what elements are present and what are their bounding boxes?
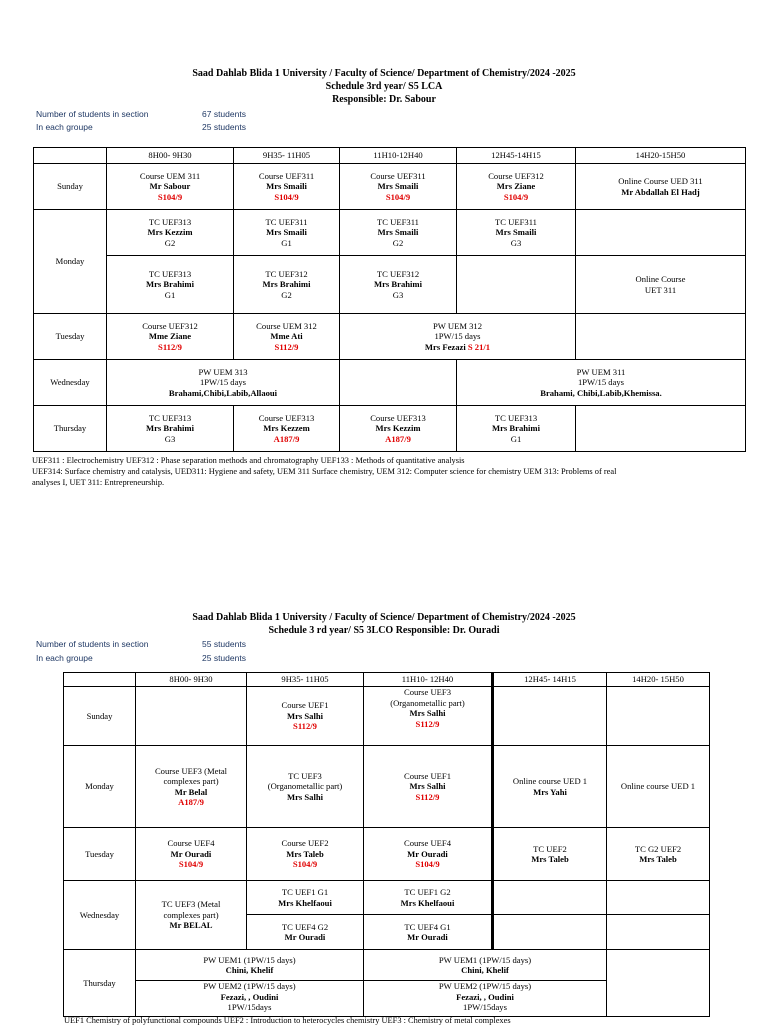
s1-thu-slot-5: [576, 406, 746, 452]
s1-day-thursday: Thursday: [34, 406, 107, 452]
s1-count-label: Number of students in section: [36, 109, 149, 119]
s1-tue-slot-pw: PW UEM 312 1PW/15 days Mrs Fezazi S 21/1: [340, 314, 576, 360]
s1-wed-slot-3: [340, 360, 457, 406]
s2-row-tuesday: [64, 828, 710, 881]
s2-title-university: Saad Dahlab Blida 1 University / Faculty of Science/ Department of Chemistry/2024 -2025: [192, 612, 576, 623]
s2-time-4: 12H45- 14H15: [493, 673, 607, 687]
s2-wed1-slot-2: TC UEF1 G1 Mrs Khelfaoui: [247, 881, 364, 915]
s2-tue-slot-4: TC UEF2 Mrs Taleb: [493, 828, 607, 881]
s1-sun-slot-5: Online Course UED 311 Mr Abdallah El Hadj: [576, 164, 746, 210]
s2-wed2-slot-3: TC UEF4 G1 Mr Ouradi: [364, 915, 493, 950]
s1-corner-cell: [34, 148, 107, 164]
s1-sun-slot-1: Course UEM 311 Mr Sabour S104/9: [107, 164, 234, 210]
s2-sun-slot-5: [607, 687, 710, 746]
s1-title-university: Saad Dahlab Blida 1 University / Faculty of Science/ Department of Chemistry/2024 -2025: [192, 68, 576, 79]
s1-title-schedule: Schedule 3rd year/ S5 LCA: [325, 81, 443, 92]
s1-tue-slot-2: Course UEM 312 Mme Ati S112/9: [234, 314, 340, 360]
s1-wed-slot-pw2: PW UEM 311 1PW/15 days Brahami, Chibi,Labib,Khemissa.: [457, 360, 746, 406]
s2-group-label: In each groupe: [36, 653, 93, 663]
s2-row-monday: [64, 746, 710, 828]
s1-mon1-slot-5: [576, 210, 746, 256]
s2-mon-slot-3: Course UEF1 Mrs Salhi S112/9: [364, 746, 493, 828]
s1-header-row: [34, 148, 746, 164]
s2-mon-slot-5: Online course UED 1: [607, 746, 710, 828]
s1-time-3: 11H10-12H40: [340, 148, 457, 164]
s1-row-sunday: [34, 164, 746, 210]
s1-student-info: [0, 108, 768, 136]
s2-mon-slot-2: TC UEF3 (Organometallic part) Mrs Salhi: [247, 746, 364, 828]
s1-row-monday-2: [34, 256, 746, 314]
s2-wed2-slot-5: [607, 915, 710, 950]
s2-day-sunday: Sunday: [64, 687, 136, 746]
s2-day-monday: Monday: [64, 746, 136, 828]
s1-note-1: UEF311 : Electrochemistry UEF312 : Phase separation methods and chromatography UEF133 : Methods of quantitative analysis: [32, 456, 465, 465]
s2-title-schedule: Schedule 3 rd year/ S5 3LCO Responsible: Dr. Ouradi: [268, 625, 500, 636]
s1-mon1-slot-2: TC UEF311 Mrs Smaili G1: [234, 210, 340, 256]
s2-row-sunday: [64, 687, 710, 746]
s1-day-sunday: Sunday: [34, 164, 107, 210]
s1-mon2-slot-5: Online Course UET 311: [576, 256, 746, 314]
s2-sun-slot-1: [136, 687, 247, 746]
s2-header-row: [64, 673, 710, 687]
s2-tue-slot-5: TC G2 UEF2 Mrs Taleb: [607, 828, 710, 881]
s2-wed-slot-1: TC UEF3 (Metal complexes part) Mr BELAL: [136, 881, 247, 950]
s1-row-thursday: [34, 406, 746, 452]
s2-tue-slot-3: Course UEF4 Mr Ouradi S104/9: [364, 828, 493, 881]
s1-sun-slot-2: Course UEF311 Mrs Smaili S104/9: [234, 164, 340, 210]
s2-corner-cell: [64, 673, 136, 687]
s2-tue-slot-1: Course UEF4 Mr Ouradi S104/9: [136, 828, 247, 881]
s1-day-tuesday: Tuesday: [34, 314, 107, 360]
s1-mon1-slot-3: TC UEF311 Mrs Smaili G2: [340, 210, 457, 256]
s1-time-2: 9H35- 11H05: [234, 148, 340, 164]
s1-group-label: In each groupe: [36, 122, 93, 132]
s1-day-wednesday: Wednesday: [34, 360, 107, 406]
s2-wed2-slot-4: [493, 915, 607, 950]
s1-notes: [32, 455, 752, 488]
s2-tue-slot-2: Course UEF2 Mrs Taleb S104/9: [247, 828, 364, 881]
s2-sun-slot-3: Course UEF3 (Organometallic part) Mrs Salhi S112/9: [364, 687, 493, 746]
s2-time-2: 9H35- 11H05: [247, 673, 364, 687]
s1-mon1-slot-4: TC UEF311 Mrs Smaili G3: [457, 210, 576, 256]
s1-row-monday-1: [34, 210, 746, 256]
s2-wed1-slot-5: [607, 881, 710, 915]
s1-row-tuesday: [34, 314, 746, 360]
s2-sun-slot-4: [493, 687, 607, 746]
s2-count-label: Number of students in section: [36, 639, 149, 649]
s1-wed-slot-pw1: PW UEM 313 1PW/15 days Brahami,Chibi,Labib,Allaoui: [107, 360, 340, 406]
s1-thu-slot-1: TC UEF313 Mrs Brahimi G3: [107, 406, 234, 452]
s1-time-1: 8H00- 9H30: [107, 148, 234, 164]
s1-thu-slot-3: Course UEF313 Mrs Kezzim A187/9: [340, 406, 457, 452]
s2-thu2-pw-b: PW UEM2 (1PW/15 days) Fezazi, , Oudini 1PW/15days: [364, 981, 607, 1017]
s1-sun-slot-3: Course UEF311 Mrs Smaili S104/9: [340, 164, 457, 210]
s2-sun-slot-2: Course UEF1 Mrs Salhi S112/9: [247, 687, 364, 746]
s2-row-thursday-1: [64, 950, 710, 981]
s2-group-value: 25 students: [202, 653, 246, 663]
s2-time-5: 14H20- 15H50: [607, 673, 710, 687]
s1-thu-slot-4: TC UEF313 Mrs Brahimi G1: [457, 406, 576, 452]
s1-thu-slot-2: Course UEF313 Mrs Kezzem A187/9: [234, 406, 340, 452]
s2-wed1-slot-3: TC UEF1 G2 Mrs Khelfaoui: [364, 881, 493, 915]
s2-mon-slot-1: Course UEF3 (Metal complexes part) Mr Belal A187/9: [136, 746, 247, 828]
s1-count-value: 67 students: [202, 109, 246, 119]
s1-title-responsible: Responsible: Dr. Sabour: [332, 94, 436, 105]
s2-schedule-table: [63, 672, 710, 1017]
s2-thu-slot-5: [607, 950, 710, 1017]
s1-mon2-slot-2: TC UEF312 Mrs Brahimi G2: [234, 256, 340, 314]
s2-time-3: 11H10- 12H40: [364, 673, 493, 687]
s1-mon2-slot-1: TC UEF313 Mrs Brahimi G1: [107, 256, 234, 314]
s2-time-1: 8H00- 9H30: [136, 673, 247, 687]
s1-tue-slot-1: Course UEF312 Mme Ziane S112/9: [107, 314, 234, 360]
s1-time-4: 12H45-14H15: [457, 148, 576, 164]
s2-wed1-slot-4: [493, 881, 607, 915]
s2-thu1-pw-b: PW UEM1 (1PW/15 days) Chini, Khelif: [364, 950, 607, 981]
s1-schedule-table: [33, 147, 746, 452]
s2-day-thursday: Thursday: [64, 950, 136, 1017]
s1-row-wednesday: [34, 360, 746, 406]
s2-day-wednesday: Wednesday: [64, 881, 136, 950]
s2-student-info: [0, 638, 768, 666]
s2-note-1: UEF1 Chemistry of polyfunctional compounds UEF2 : Introduction to heterocycles chemistry UEF3 : Chemistry of metal complexes: [64, 1016, 511, 1025]
s1-note-3: analyses I, UET 311: Entrepreneurship.: [32, 478, 165, 487]
s2-notes: [64, 1015, 744, 1026]
s1-sun-slot-4: Course UEF312 Mrs Ziane S104/9: [457, 164, 576, 210]
s1-tue-slot-5: [576, 314, 746, 360]
s2-thu1-pw-a: PW UEM1 (1PW/15 days) Chini, Khelif: [136, 950, 364, 981]
s1-day-monday: Monday: [34, 210, 107, 314]
s2-thu2-pw-a: PW UEM2 (1PW/15 days) Fezazi, , Oudini 1PW/15days: [136, 981, 364, 1017]
s2-day-tuesday: Tuesday: [64, 828, 136, 881]
s1-group-value: 25 students: [202, 122, 246, 132]
s1-note-2: UEF314: Surface chemistry and catalysis, UED311: Hygiene and safety, UEM 311 Surface chemistry, UEM 312: Computer science for chemistry UEM 313: Problems of real: [32, 467, 617, 476]
s1-mon2-slot-4: [457, 256, 576, 314]
s1-mon1-slot-1: TC UEF313 Mrs Kezzim G2: [107, 210, 234, 256]
s1-time-5: 14H20-15H50: [576, 148, 746, 164]
s2-mon-slot-4: Online course UED 1 Mrs Yahi: [493, 746, 607, 828]
s2-row-wednesday-1: [64, 881, 710, 915]
s1-mon2-slot-3: TC UEF312 Mrs Brahimi G3: [340, 256, 457, 314]
s2-wed2-slot-2: TC UEF4 G2 Mr Ouradi: [247, 915, 364, 950]
s2-count-value: 55 students: [202, 639, 246, 649]
